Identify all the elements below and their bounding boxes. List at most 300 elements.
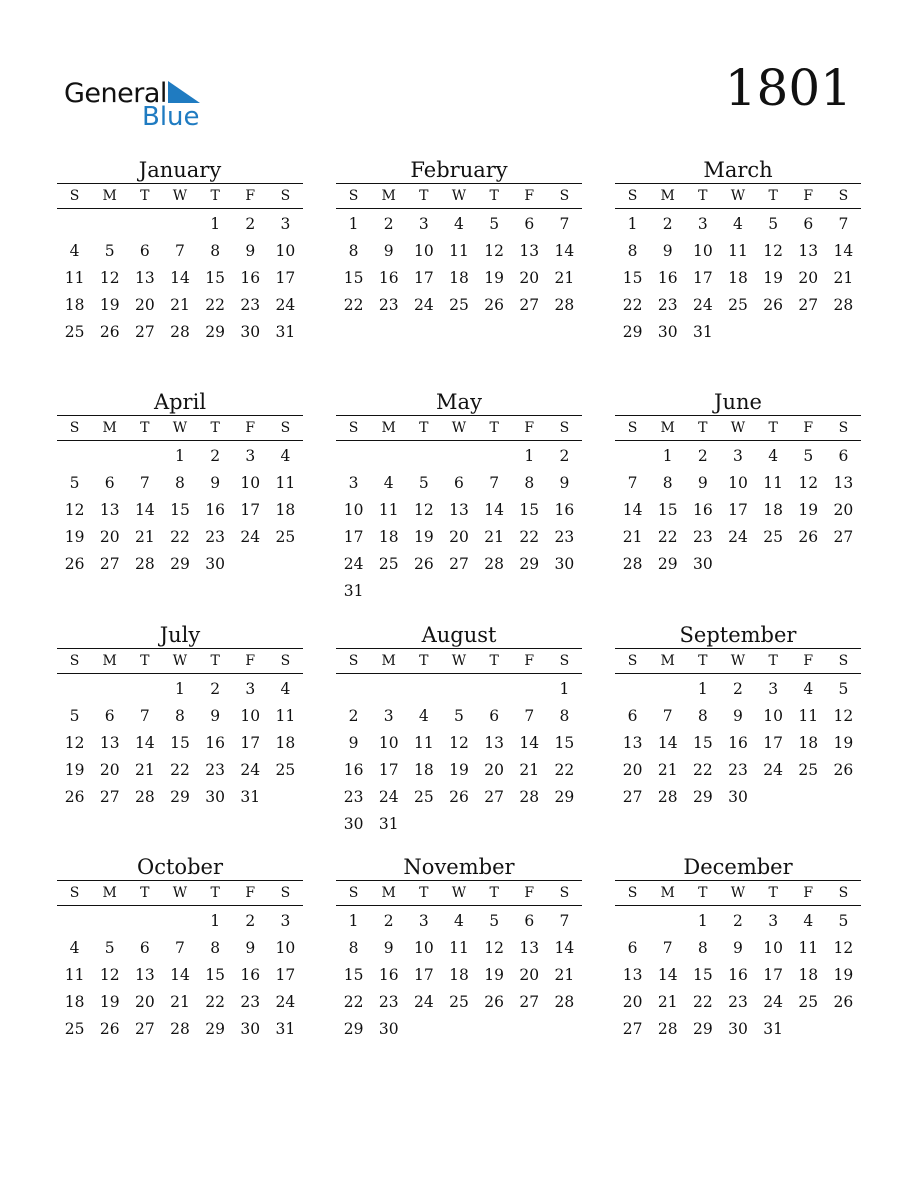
day-cell: 20: [622, 761, 643, 779]
day-cell: 11: [413, 734, 434, 752]
day-cell: 14: [657, 734, 678, 752]
day-cell: 30: [240, 1020, 261, 1038]
day-cell: 18: [64, 993, 85, 1011]
day-cell: 14: [170, 966, 190, 984]
day-cell: 2: [733, 912, 743, 930]
day-cell: 6: [803, 215, 814, 233]
month-october: [57, 854, 303, 1043]
weekday-bottom-rule: [615, 440, 861, 441]
day-cell: 24: [240, 528, 261, 546]
day-cell: 7: [139, 707, 150, 725]
day-cell: 6: [104, 707, 115, 725]
weekday-label: M: [102, 885, 117, 901]
day-cell: 26: [833, 761, 854, 779]
month-february: [336, 157, 582, 319]
day-cell: 3: [768, 912, 779, 930]
day-cell: 17: [343, 528, 364, 546]
day-cell: 12: [64, 734, 85, 752]
day-grid: [57, 211, 303, 346]
day-cell: 12: [99, 269, 120, 287]
day-cell: 22: [170, 528, 190, 546]
day-cell: 10: [728, 474, 748, 492]
month-name: October: [137, 855, 223, 879]
day-cell: 28: [554, 993, 575, 1011]
day-cell: 31: [275, 323, 296, 341]
day-cell: 5: [454, 707, 464, 725]
day-cell: 29: [692, 1020, 713, 1038]
day-grid: [57, 908, 303, 1043]
day-cell: 29: [170, 788, 190, 806]
empty-cell: [371, 676, 406, 703]
weekday-label: M: [381, 420, 396, 436]
day-cell: 16: [343, 761, 364, 779]
day-cell: 21: [134, 528, 155, 546]
weekday-label: S: [838, 885, 849, 901]
year-title: 1801: [724, 59, 852, 117]
day-cell: 15: [622, 269, 643, 287]
weekday-label: T: [489, 653, 499, 669]
day-cell: 9: [733, 707, 743, 725]
day-cell: 7: [838, 215, 849, 233]
day-cell: 16: [205, 734, 225, 752]
day-grid: [336, 211, 582, 319]
day-cell: 13: [519, 242, 540, 260]
day-cell: 26: [413, 555, 434, 573]
day-cell: 22: [554, 761, 575, 779]
day-grid: [336, 443, 582, 605]
weekday-label: S: [69, 885, 80, 901]
weekday-bottom-rule: [336, 905, 582, 906]
day-cell: 31: [378, 815, 399, 833]
weekday-bottom-rule: [615, 905, 861, 906]
day-cell: 6: [139, 242, 150, 260]
day-cell: 28: [134, 788, 155, 806]
weekday-bottom-rule: [57, 440, 303, 441]
weekday-header: [336, 184, 582, 208]
day-cell: 15: [519, 501, 540, 519]
weekday-label: F: [803, 420, 814, 436]
weekday-label: M: [102, 653, 117, 669]
day-cell: 11: [275, 707, 296, 725]
day-cell: 8: [348, 242, 359, 260]
day-cell: 10: [763, 707, 783, 725]
day-cell: 26: [99, 1020, 120, 1038]
weekday-label: T: [698, 188, 708, 204]
day-cell: 7: [524, 707, 535, 725]
weekday-header: [615, 184, 861, 208]
day-cell: 16: [378, 269, 399, 287]
day-cell: 8: [210, 242, 221, 260]
day-cell: 17: [728, 501, 748, 519]
day-cell: 4: [768, 447, 779, 465]
month-november: [336, 854, 582, 1043]
day-cell: 13: [99, 501, 120, 519]
day-cell: 28: [657, 1020, 678, 1038]
weekday-bottom-rule: [57, 208, 303, 209]
day-cell: 20: [134, 296, 155, 314]
day-cell: 7: [559, 912, 570, 930]
day-cell: 2: [733, 680, 743, 698]
day-cell: 11: [798, 707, 819, 725]
day-cell: 29: [205, 1020, 225, 1038]
day-cell: 1: [559, 680, 570, 698]
day-cell: 22: [205, 296, 225, 314]
weekday-label: T: [419, 188, 429, 204]
day-cell: 29: [622, 323, 643, 341]
day-cell: 7: [175, 939, 185, 957]
empty-cell: [92, 211, 127, 238]
day-cell: 9: [245, 242, 256, 260]
weekday-bottom-rule: [615, 208, 861, 209]
day-cell: 25: [64, 1020, 85, 1038]
day-cell: 16: [728, 966, 748, 984]
empty-cell: [406, 443, 441, 470]
weekday-bottom-rule: [336, 208, 582, 209]
day-cell: 23: [378, 296, 399, 314]
day-cell: 13: [134, 966, 155, 984]
weekday-label: S: [559, 885, 570, 901]
weekday-header: [57, 184, 303, 208]
weekday-label: W: [172, 420, 188, 436]
day-grid: [57, 443, 303, 578]
day-cell: 27: [622, 788, 643, 806]
day-cell: 14: [833, 242, 854, 260]
day-cell: 16: [728, 734, 748, 752]
day-cell: 9: [245, 939, 256, 957]
day-cell: 2: [559, 447, 570, 465]
empty-cell: [57, 211, 92, 238]
weekday-label: W: [172, 653, 188, 669]
day-cell: 21: [554, 966, 575, 984]
day-cell: 29: [343, 1020, 364, 1038]
day-cell: 18: [413, 761, 434, 779]
day-cell: 10: [378, 734, 399, 752]
day-cell: 19: [763, 269, 783, 287]
day-cell: 4: [803, 680, 814, 698]
empty-cell: [615, 443, 650, 470]
day-cell: 24: [275, 993, 296, 1011]
day-cell: 10: [413, 939, 434, 957]
month-name: February: [410, 158, 508, 182]
day-cell: 29: [519, 555, 540, 573]
weekday-label: W: [451, 420, 467, 436]
day-cell: 9: [662, 242, 673, 260]
weekday-bottom-rule: [57, 673, 303, 674]
day-cell: 19: [64, 761, 85, 779]
weekday-label: M: [102, 188, 117, 204]
weekday-label: F: [245, 653, 256, 669]
weekday-label: M: [381, 653, 396, 669]
day-cell: 12: [484, 939, 504, 957]
day-cell: 9: [559, 474, 570, 492]
day-cell: 4: [454, 215, 464, 233]
day-cell: 13: [134, 269, 155, 287]
weekday-label: T: [419, 885, 429, 901]
day-cell: 9: [210, 707, 221, 725]
day-grid: [615, 908, 861, 1043]
month-name: June: [714, 390, 762, 414]
day-cell: 20: [134, 993, 155, 1011]
weekday-label: T: [489, 420, 499, 436]
day-cell: 5: [768, 215, 779, 233]
day-cell: 19: [64, 528, 85, 546]
month-name: September: [679, 623, 797, 647]
empty-cell: [336, 676, 371, 703]
day-cell: 30: [205, 555, 225, 573]
day-cell: 19: [833, 966, 854, 984]
empty-cell: [162, 908, 197, 935]
day-cell: 23: [205, 761, 225, 779]
day-cell: 5: [69, 474, 80, 492]
day-cell: 3: [418, 215, 429, 233]
day-cell: 26: [99, 323, 120, 341]
day-cell: 8: [559, 707, 570, 725]
day-cell: 10: [413, 242, 434, 260]
day-cell: 19: [449, 761, 469, 779]
day-cell: 26: [449, 788, 469, 806]
day-cell: 26: [64, 788, 85, 806]
empty-cell: [512, 676, 547, 703]
day-cell: 19: [484, 966, 504, 984]
day-cell: 1: [697, 680, 708, 698]
day-cell: 30: [378, 1020, 399, 1038]
month-name: May: [436, 390, 482, 414]
weekday-label: T: [698, 420, 708, 436]
day-cell: 29: [692, 788, 713, 806]
day-cell: 24: [275, 296, 296, 314]
weekday-label: T: [140, 420, 150, 436]
weekday-label: M: [660, 885, 675, 901]
day-cell: 4: [733, 215, 743, 233]
weekday-label: W: [451, 885, 467, 901]
weekday-label: M: [381, 885, 396, 901]
day-cell: 17: [240, 501, 261, 519]
day-cell: 25: [449, 296, 469, 314]
day-cell: 21: [134, 761, 155, 779]
weekday-label: T: [210, 885, 220, 901]
day-cell: 23: [378, 993, 399, 1011]
day-cell: 26: [798, 528, 819, 546]
day-cell: 28: [833, 296, 854, 314]
day-cell: 6: [627, 707, 638, 725]
day-cell: 1: [524, 447, 535, 465]
month-may: [336, 389, 582, 605]
day-cell: 25: [728, 296, 748, 314]
day-grid: [336, 676, 582, 838]
day-cell: 13: [622, 734, 643, 752]
weekday-label: S: [559, 188, 570, 204]
day-cell: 20: [484, 761, 504, 779]
day-cell: 19: [798, 501, 819, 519]
day-cell: 22: [170, 761, 190, 779]
empty-cell: [650, 908, 685, 935]
day-cell: 2: [697, 447, 708, 465]
day-cell: 13: [833, 474, 854, 492]
day-cell: 22: [343, 296, 364, 314]
day-cell: 23: [728, 993, 748, 1011]
day-grid: [615, 443, 861, 578]
day-cell: 6: [139, 939, 150, 957]
day-cell: 8: [662, 474, 673, 492]
day-cell: 27: [833, 528, 854, 546]
day-cell: 10: [275, 242, 296, 260]
day-cell: 17: [413, 269, 434, 287]
day-cell: 15: [170, 734, 190, 752]
day-cell: 3: [383, 707, 394, 725]
day-cell: 8: [210, 939, 221, 957]
day-cell: 25: [275, 761, 296, 779]
day-cell: 12: [64, 501, 85, 519]
day-cell: 1: [348, 912, 359, 930]
day-cell: 3: [697, 215, 708, 233]
day-cell: 18: [275, 734, 296, 752]
day-cell: 19: [99, 296, 120, 314]
day-cell: 14: [134, 501, 155, 519]
day-cell: 23: [657, 296, 678, 314]
day-cell: 11: [378, 501, 399, 519]
day-cell: 30: [240, 323, 261, 341]
day-cell: 11: [64, 269, 85, 287]
day-cell: 15: [657, 501, 678, 519]
day-cell: 8: [175, 474, 185, 492]
month-june: [615, 389, 861, 578]
day-cell: 18: [378, 528, 399, 546]
weekday-label: W: [730, 653, 746, 669]
day-cell: 7: [139, 474, 150, 492]
weekday-label: S: [69, 420, 80, 436]
weekday-label: M: [660, 653, 675, 669]
day-cell: 9: [383, 242, 394, 260]
day-cell: 13: [622, 966, 643, 984]
weekday-label: T: [698, 885, 708, 901]
day-cell: 20: [449, 528, 469, 546]
empty-cell: [57, 443, 92, 470]
weekday-header: [336, 416, 582, 440]
weekday-label: F: [245, 885, 256, 901]
weekday-label: T: [140, 885, 150, 901]
day-cell: 18: [798, 966, 819, 984]
day-cell: 14: [519, 734, 540, 752]
day-cell: 27: [134, 1020, 155, 1038]
day-cell: 5: [418, 474, 429, 492]
day-cell: 28: [170, 323, 190, 341]
weekday-label: M: [381, 188, 396, 204]
day-cell: 3: [733, 447, 743, 465]
weekday-label: S: [348, 188, 359, 204]
day-cell: 24: [763, 993, 783, 1011]
day-cell: 29: [170, 555, 190, 573]
day-cell: 12: [833, 707, 854, 725]
day-cell: 10: [692, 242, 713, 260]
day-cell: 30: [554, 555, 575, 573]
empty-cell: [57, 908, 92, 935]
empty-cell: [371, 443, 406, 470]
day-cell: 25: [275, 528, 296, 546]
day-cell: 28: [554, 296, 575, 314]
weekday-label: F: [524, 188, 535, 204]
day-cell: 8: [175, 707, 185, 725]
day-cell: 6: [454, 474, 464, 492]
day-cell: 2: [662, 215, 673, 233]
day-cell: 16: [240, 269, 261, 287]
weekday-header: [57, 881, 303, 905]
weekday-label: W: [730, 885, 746, 901]
logo-text-blue: Blue: [142, 102, 200, 132]
day-cell: 18: [275, 501, 296, 519]
day-cell: 21: [554, 269, 575, 287]
day-cell: 27: [519, 993, 540, 1011]
day-cell: 15: [343, 966, 364, 984]
day-cell: 8: [697, 707, 708, 725]
day-cell: 28: [134, 555, 155, 573]
weekday-header: [57, 649, 303, 673]
day-cell: 19: [484, 269, 504, 287]
day-cell: 11: [798, 939, 819, 957]
day-cell: 24: [343, 555, 364, 573]
day-cell: 28: [519, 788, 540, 806]
weekday-label: F: [524, 420, 535, 436]
day-cell: 12: [99, 966, 120, 984]
day-cell: 3: [245, 680, 256, 698]
day-cell: 3: [768, 680, 779, 698]
weekday-label: F: [245, 188, 256, 204]
empty-cell: [615, 908, 650, 935]
day-cell: 6: [524, 912, 535, 930]
empty-cell: [162, 211, 197, 238]
weekday-label: S: [280, 188, 291, 204]
month-april: [57, 389, 303, 578]
day-cell: 23: [205, 528, 225, 546]
day-cell: 25: [413, 788, 434, 806]
day-cell: 29: [657, 555, 678, 573]
weekday-label: T: [489, 188, 499, 204]
month-name: January: [138, 158, 222, 182]
weekday-label: F: [524, 885, 535, 901]
day-cell: 12: [449, 734, 469, 752]
day-cell: 26: [763, 296, 783, 314]
day-cell: 9: [697, 474, 708, 492]
day-cell: 16: [378, 966, 399, 984]
day-cell: 7: [489, 474, 500, 492]
empty-cell: [477, 443, 512, 470]
day-cell: 12: [763, 242, 783, 260]
day-cell: 29: [205, 323, 225, 341]
month-march: [615, 157, 861, 346]
day-cell: 20: [519, 966, 540, 984]
weekday-header: [615, 416, 861, 440]
weekday-label: S: [348, 420, 359, 436]
day-cell: 11: [449, 242, 469, 260]
day-cell: 4: [69, 939, 80, 957]
weekday-label: S: [627, 420, 638, 436]
weekday-label: S: [838, 653, 849, 669]
day-cell: 14: [554, 939, 575, 957]
day-cell: 17: [692, 269, 713, 287]
day-cell: 23: [692, 528, 713, 546]
weekday-label: S: [348, 885, 359, 901]
day-cell: 22: [692, 993, 713, 1011]
day-cell: 24: [692, 296, 713, 314]
day-cell: 9: [383, 939, 394, 957]
day-cell: 22: [205, 993, 225, 1011]
day-cell: 7: [175, 242, 185, 260]
day-cell: 11: [275, 474, 296, 492]
day-cell: 5: [69, 707, 80, 725]
empty-cell: [92, 908, 127, 935]
month-september: [615, 622, 861, 811]
day-cell: 19: [413, 528, 434, 546]
weekday-bottom-rule: [336, 440, 582, 441]
